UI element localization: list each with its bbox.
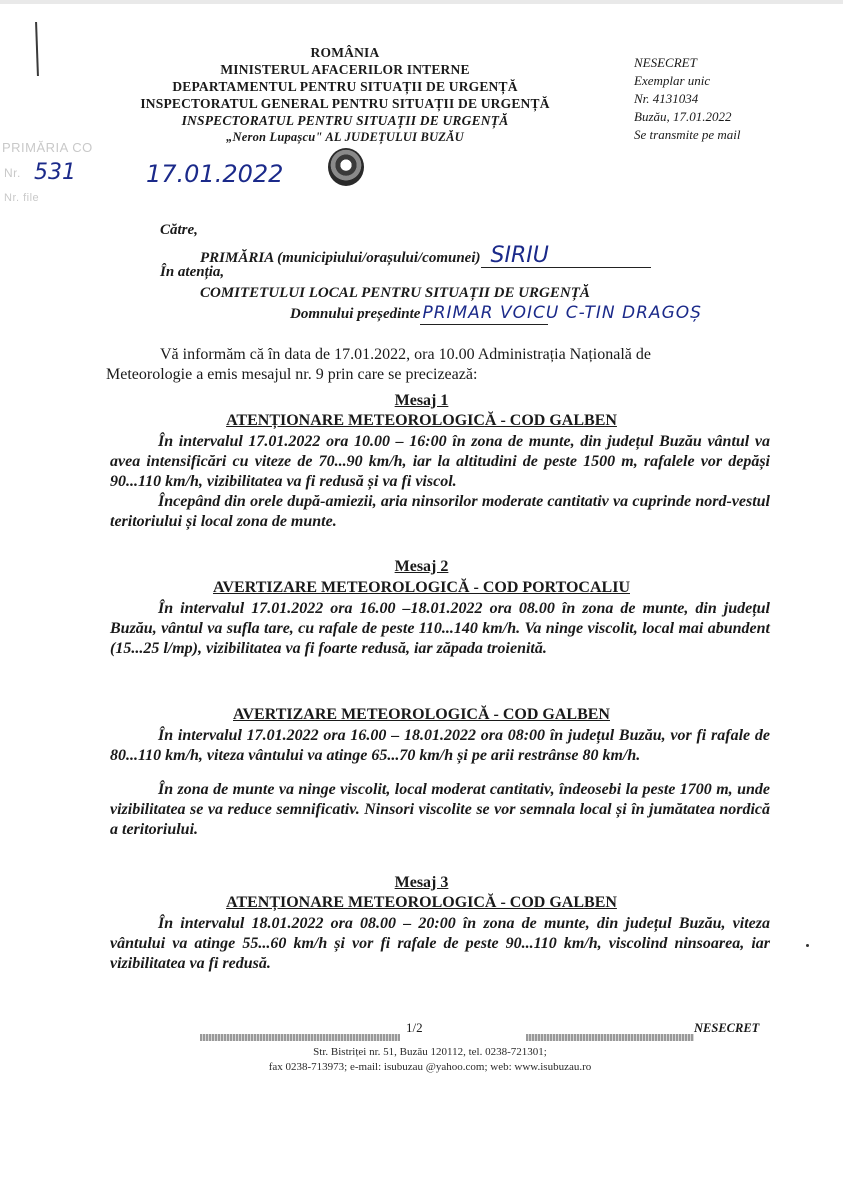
stamp-handwritten-date: 17.01.2022 [146,160,284,188]
page-number: 1/2 [406,1020,423,1035]
attention-label: În atenția, [160,264,225,280]
message-1-title: Mesaj 1 [394,392,449,409]
header-general-inspectorate: INSPECTORATUL GENERAL PENTRU SITUAȚII DE URGENȚĂ [140,96,550,111]
message-1-heading: ATENȚIONARE METEOROLOGICĂ - COD GALBEN [226,412,617,429]
message-3-title: Mesaj 3 [394,874,449,891]
document-metadata [634,54,741,144]
message-1-paragraph: Începând din orele după-amiezii, aria ninsorilor moderate cantitativ va cuprinde nord-vestul teritoriului și local zona de munte. [110,493,770,530]
recipient-line [200,244,651,268]
header-inspectorate: INSPECTORATUL PENTRU SITUAȚII DE URGENȚĂ [181,113,509,128]
president-handwritten: PRIMAR VOICU C-TIN DRAGOȘ [422,303,702,323]
place-date: Buzău, 17.01.2022 [634,109,732,124]
letterhead [110,44,580,146]
message-2-paragraph: În zona de munte va ninge viscolit, local moderat cantitativ, îndeosebi la peste 1700 m, unde vizibilitatea se va reduce semnificativ. Ninsori viscolite se vor semnala local și în jumătatea nordică a teritoriului. [110,781,770,838]
message-2-heading-orange: AVERTIZARE METEOROLOGICĂ - COD PORTOCALIU [212,579,630,596]
intro-paragraph [106,345,770,385]
message-2-heading-yellow: AVERTIZARE METEOROLOGICĂ - COD GALBEN [233,706,610,723]
scan-speck [806,944,809,947]
footer-bar-right [526,1034,694,1041]
recipient-field [481,244,651,268]
message-3-paragraph: În intervalul 18.01.2022 ora 08.00 – 20:00 în zona de munte, din județul Buzău, viteza vântului va atinge 55...60 km/h și vor fi rafale de peste 90...110 km/h, viscolind ninsoarea, iar vizibilitatea va fi redusă. [110,915,770,972]
copy-label: Exemplar unic [634,73,711,88]
header-county: „Neron Lupașcu" AL JUDEȚULUI BUZĂU [226,130,464,144]
message-1-body [110,432,770,532]
recipient-institution: PRIMĂRIA (municipiului/orașului/comunei) [200,250,481,266]
footer-address-line-1: Str. Bistriței nr. 51, Buzău 120112, tel. 0238-721301; [313,1046,547,1058]
intro-line-2: Meteorologie a emis mesajul nr. 9 prin care se precizează: [106,366,478,383]
message-3-body [110,914,770,974]
intro-line-1: Vă informăm că în data de 17.01.2022, ora 10.00 Administrația Națională de [160,346,651,363]
registration-stamp [0,140,330,208]
classification-bottom: NESECRET [694,1021,760,1035]
message-2-paragraph: În intervalul 17.01.2022 ora 16.00 – 18.01.2022 ora 08:00 în județul Buzău, vor fi rafale de 80...110 km/h, viteza vântului va atinge 65...70 km/h și pe arii restrânse 80 km/h. [110,727,770,764]
message-1-paragraph: În intervalul 17.01.2022 ora 10.00 – 16:00 în zona de munte, din județul Buzău vântul va avea intensificări cu viteze de 70...90 km/h, iar la altitudini de peste 1500 m, rafalele vor depăși 90...110 km/h, vizibilitatea va fi redusă și va fi viscol. [110,433,770,490]
scan-edge [0,0,843,4]
message-2-body-orange [110,599,770,659]
transmit-note: Se transmite pe mail [634,127,741,142]
message-2-body-yellow [110,726,770,840]
president-label: Domnului președinte [290,306,421,322]
footer-address-line-2: fax 0238-713973; e-mail: isubuzau @yahoo.com; web: www.isubuzau.ro [268,1061,592,1073]
document-number: Nr. 4131034 [634,91,699,106]
stamp-file-label: Nr. file [4,192,40,204]
committee-name: COMITETULUI LOCAL PENTRU SITUAȚII DE URGENȚĂ [200,285,590,301]
footer-address [240,1045,620,1075]
coat-of-arms-icon [328,148,364,186]
message-2-title: Mesaj 2 [394,558,449,575]
message-2-paragraph: În intervalul 17.01.2022 ora 16.00 –18.01.2022 ora 08.00 în zona de munte, din județul Buzău, vântul va sufla tare, cu rafale de peste 110...140 km/h. Va ninge viscolit, local mai abundent (15...25 l/mp), vizibilitatea va fi foarte redusă, iar zăpada troienită. [110,600,770,657]
handwritten-mark [35,22,39,76]
classification-top: NESECRET [634,55,697,70]
stamp-nr-label: Nr. [4,166,21,180]
header-department: DEPARTAMENTUL PENTRU SITUAȚII DE URGENȚĂ [172,79,518,94]
header-ministry: MINISTERUL AFACERILOR INTERNE [220,62,470,77]
header-country: ROMÂNIA [310,45,380,60]
recipient-handwritten: SIRIU [490,243,549,268]
stamp-handwritten-nr: 531 [34,160,76,185]
stamp-title: PRIMĂRIA CO [2,140,93,155]
footer-bar-left [200,1034,400,1041]
to-label: Către, [160,222,198,238]
message-3-heading: ATENȚIONARE METEOROLOGICĂ - COD GALBEN [226,894,617,911]
president-field [420,303,702,325]
president-line [290,303,702,325]
